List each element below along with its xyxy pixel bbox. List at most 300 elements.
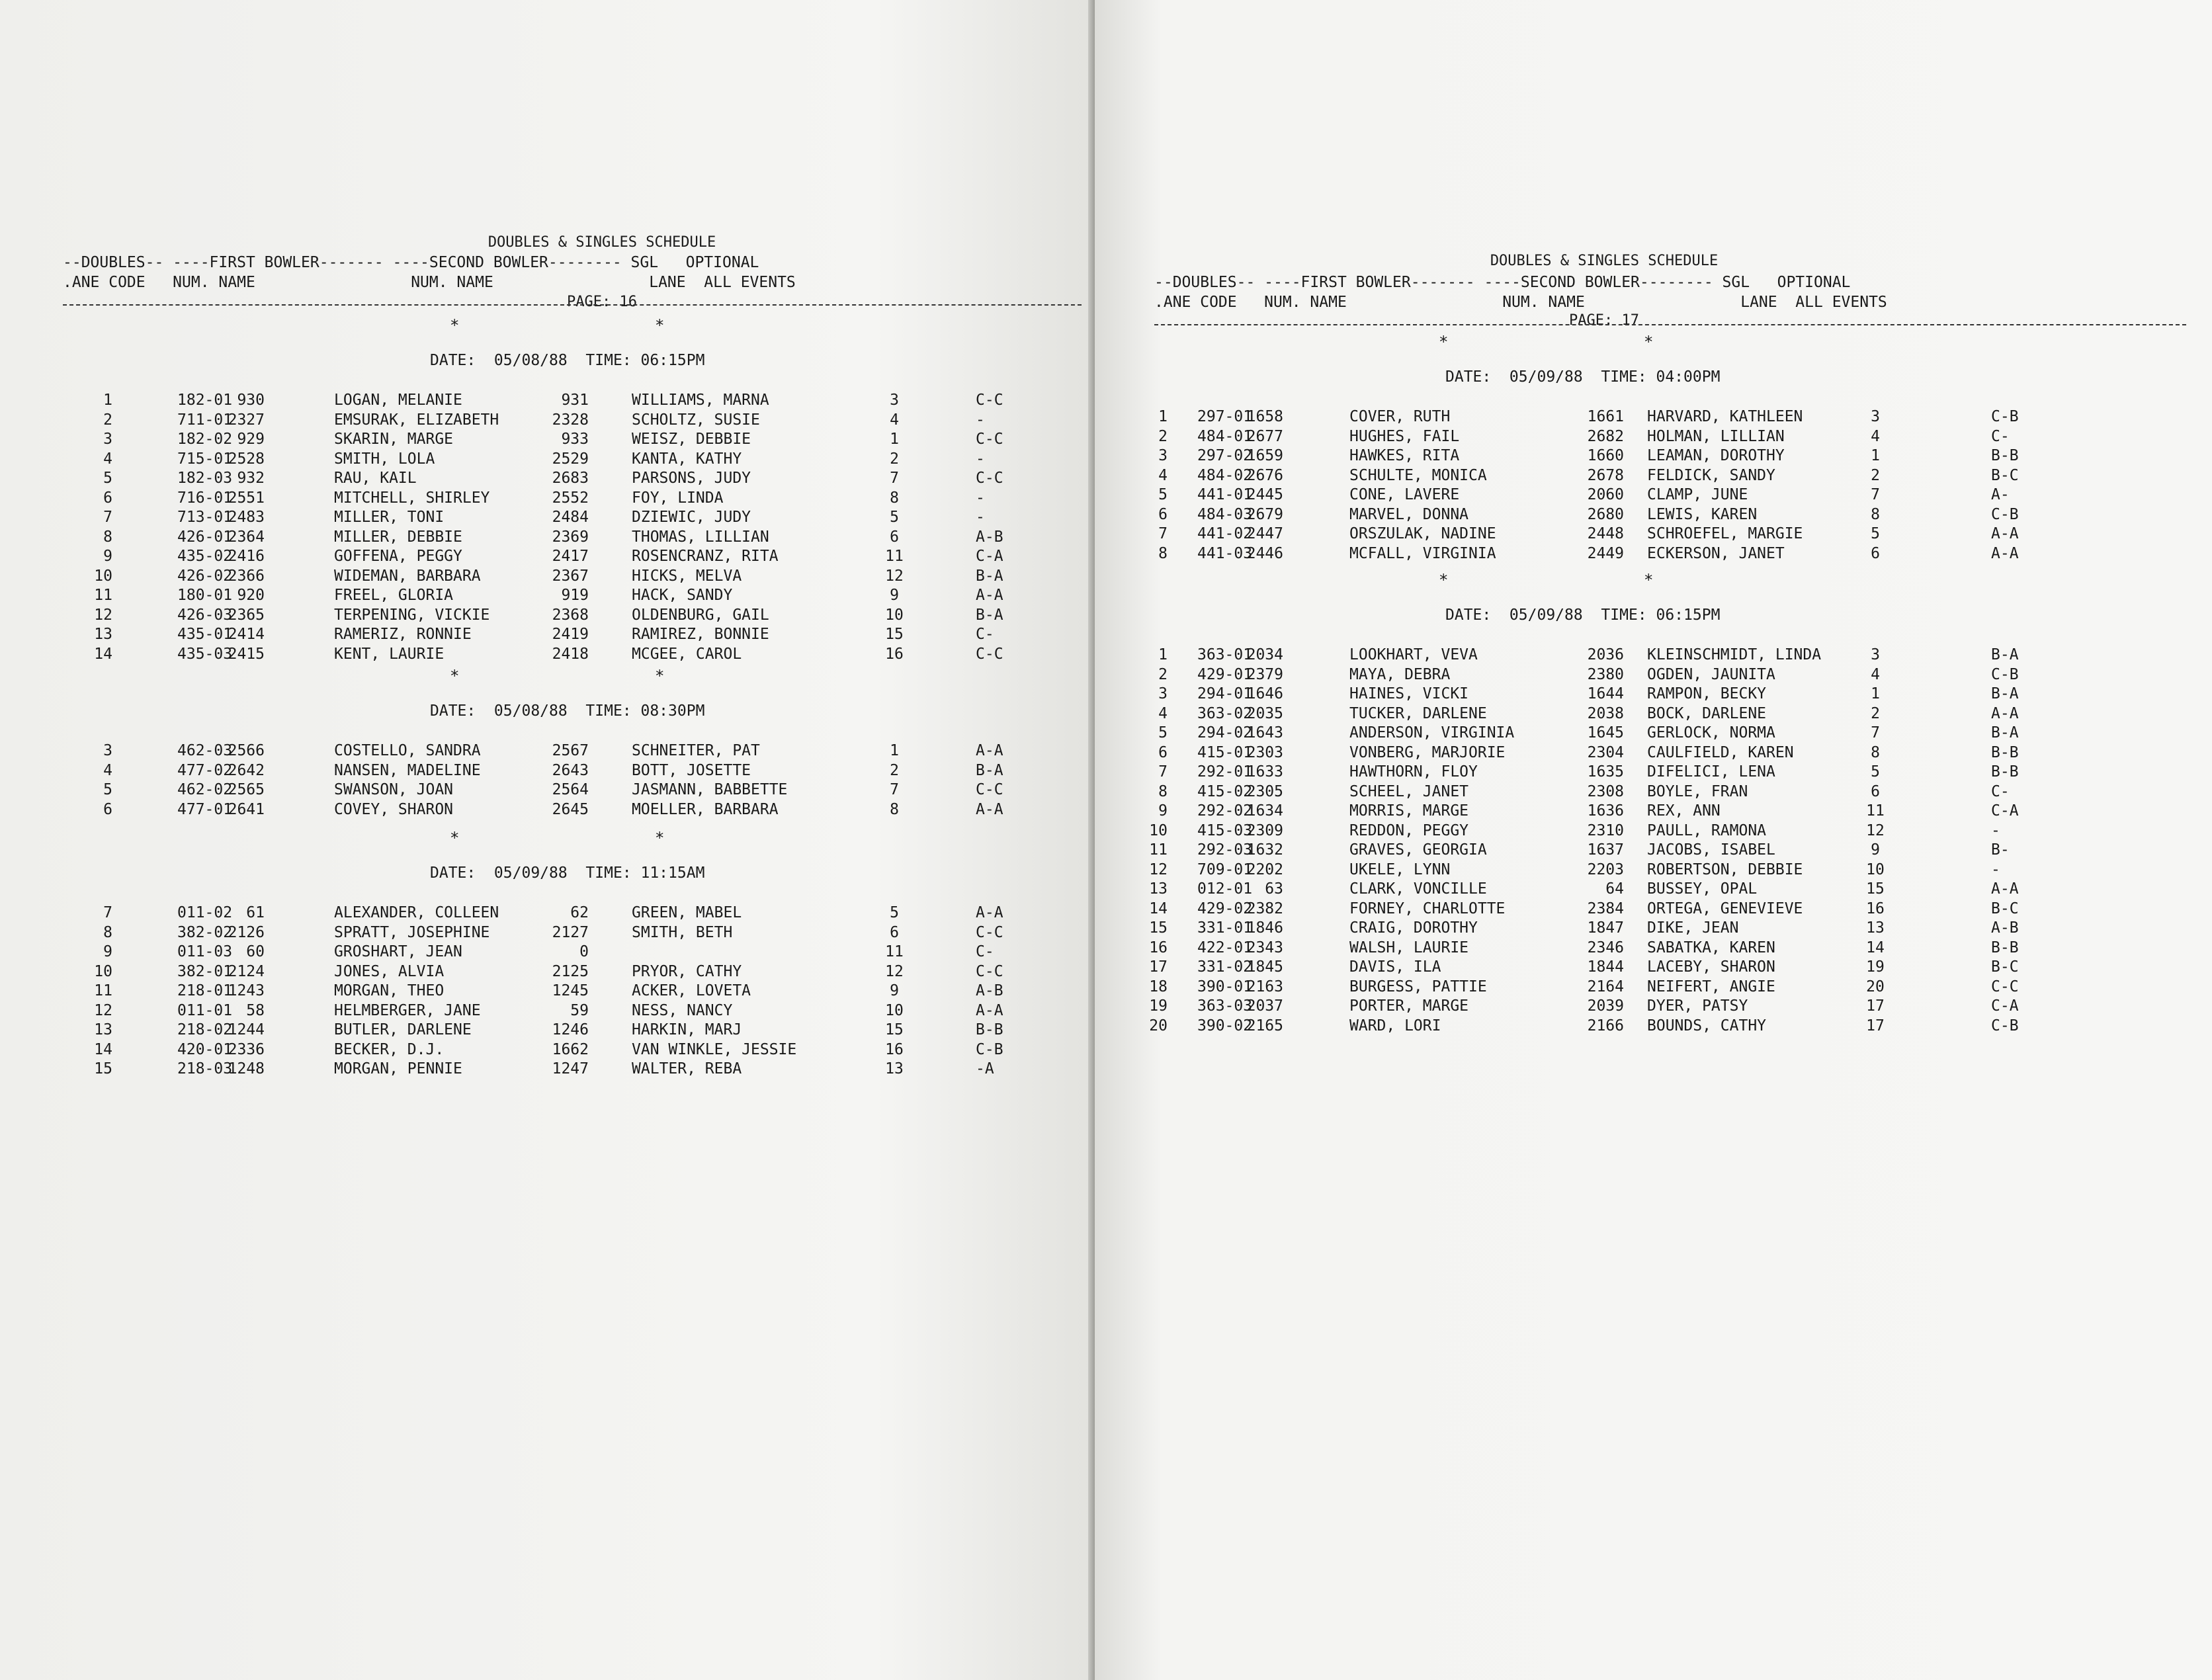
first-name: SPRATT, JOSEPHINE [334, 923, 490, 941]
sgl-lane: 5 [890, 904, 899, 921]
second-name: ROBERTSON, DEBBIE [1647, 861, 1803, 878]
first-name: WARD, LORI [1349, 1017, 1441, 1034]
second-num: 2680 [1587, 505, 1624, 523]
second-num: 2369 [552, 528, 589, 546]
first-name: SKARIN, MARGE [334, 431, 454, 448]
left-page [0, 0, 1095, 1680]
sgl-lane: 12 [1866, 821, 1885, 839]
second-name: GREEN, MABEL [632, 904, 742, 921]
code: 390-02 [1197, 1017, 1253, 1034]
code: 363-03 [1197, 997, 1253, 1015]
schedule-row [0, 605, 1085, 625]
second-num: 2449 [1587, 544, 1624, 562]
lane: 10 [1149, 821, 1168, 839]
section-marker-star: * [1439, 333, 1449, 351]
second-num: 2304 [1587, 743, 1624, 761]
first-num: 2379 [1246, 665, 1283, 683]
first-name: DAVIS, ILA [1349, 958, 1441, 976]
section-marker-star: * [450, 829, 460, 847]
optional-events: -A [976, 1060, 994, 1077]
first-num: 929 [237, 431, 265, 448]
first-name: TERPENING, VICKIE [334, 606, 490, 624]
schedule-row [0, 624, 1085, 644]
schedule-row [0, 468, 1085, 488]
second-num: 2678 [1587, 466, 1624, 484]
optional-events: C-C [976, 962, 1003, 980]
first-num: 2677 [1246, 427, 1283, 445]
schedule-row [0, 644, 1085, 664]
optional-events: - [1991, 821, 2000, 839]
code: 429-01 [1197, 665, 1253, 683]
first-num: 1646 [1246, 685, 1283, 702]
second-num: 1844 [1587, 958, 1624, 976]
second-num: 1661 [1587, 408, 1624, 425]
schedule-row [1095, 879, 2180, 899]
second-name: BOUNDS, CATHY [1647, 1017, 1767, 1034]
sgl-lane: 5 [1871, 763, 1880, 780]
second-num: 1635 [1587, 763, 1624, 780]
first-num: 2528 [228, 450, 265, 468]
section-marker-star: * [450, 667, 460, 685]
first-num: 2365 [228, 606, 265, 624]
lane: 12 [1149, 861, 1168, 878]
second-num: 2564 [552, 781, 589, 798]
first-num: 2126 [228, 923, 265, 941]
first-name: MAYA, DEBRA [1349, 665, 1451, 683]
first-num: 2551 [228, 489, 265, 507]
schedule-row [1095, 918, 2180, 938]
sgl-lane: 11 [885, 548, 904, 565]
second-name: NESS, NANCY [632, 1001, 733, 1019]
first-name: MORGAN, THEO [334, 982, 445, 999]
code: 297-02 [1197, 447, 1253, 464]
second-name: SCHNEITER, PAT [632, 742, 760, 759]
optional-events: A-A [1991, 525, 2019, 542]
sgl-lane: 2 [1871, 466, 1880, 484]
sgl-lane: 10 [885, 606, 904, 624]
code: 218-02 [177, 1021, 233, 1038]
first-name: RAU, KAIL [334, 470, 417, 487]
right-page [1095, 0, 2212, 1680]
first-name: CONE, LAVERE [1349, 486, 1460, 503]
code: 426-01 [177, 528, 233, 546]
code: 415-02 [1197, 782, 1253, 800]
second-name: VAN WINKLE, JESSIE [632, 1040, 797, 1058]
first-name: GROSHART, JEAN [334, 943, 462, 960]
second-name: ORTEGA, GENEVIEVE [1647, 900, 1803, 917]
first-num: 2165 [1246, 1017, 1283, 1034]
section-marker-star: * [655, 667, 665, 685]
second-num: 2419 [552, 626, 589, 643]
code: 711-01 [177, 411, 233, 429]
lane: 8 [1158, 782, 1168, 800]
first-name: HAINES, VICKI [1349, 685, 1469, 702]
first-num: 2446 [1246, 544, 1283, 562]
schedule-row [0, 741, 1085, 761]
second-num: 2484 [552, 509, 589, 526]
sgl-lane: 7 [1871, 486, 1880, 503]
optional-events: C-B [1991, 505, 2019, 523]
lane: 7 [103, 509, 112, 526]
second-name: OGDEN, JAUNITA [1647, 665, 1775, 683]
schedule-row [1095, 996, 2180, 1016]
lane: 9 [103, 548, 112, 565]
first-name: BECKER, D.J. [334, 1040, 445, 1058]
lane: 6 [1158, 743, 1168, 761]
code: 441-01 [1197, 486, 1253, 503]
second-name: OLDENBURG, GAIL [632, 606, 769, 624]
sgl-lane: 1 [890, 431, 899, 448]
first-num: 58 [246, 1001, 265, 1019]
first-name: MORRIS, MARGE [1349, 802, 1469, 819]
lane: 11 [94, 587, 112, 604]
first-num: 1658 [1246, 408, 1283, 425]
schedule-row [1095, 485, 2180, 505]
sgl-lane: 1 [890, 742, 899, 759]
lane: 20 [1149, 1017, 1168, 1034]
code: 415-03 [1197, 821, 1253, 839]
optional-events: C-A [1991, 997, 2019, 1015]
second-num: 2367 [552, 567, 589, 585]
section-marker-star: * [655, 316, 665, 335]
first-name: LOOKHART, VEVA [1349, 646, 1478, 663]
first-num: 1248 [228, 1060, 265, 1077]
sgl-lane: 9 [890, 587, 899, 604]
optional-events: C-B [976, 1040, 1003, 1058]
first-num: 2366 [228, 567, 265, 585]
second-name: REX, ANN [1647, 802, 1721, 819]
schedule-row [0, 903, 1085, 923]
schedule-row [0, 527, 1085, 547]
code: 415-01 [1197, 743, 1253, 761]
sgl-lane: 3 [1871, 646, 1880, 663]
optional-events: C- [976, 943, 994, 960]
second-name: WEISZ, DEBBIE [632, 431, 751, 448]
lane: 8 [103, 923, 112, 941]
sgl-lane: 16 [885, 645, 904, 663]
lane: 1 [103, 392, 112, 409]
first-num: 2679 [1246, 505, 1283, 523]
section-date-time: DATE: 05/09/88 TIME: 06:15PM [1445, 607, 1721, 624]
second-name: SABATKA, KAREN [1647, 939, 1775, 956]
first-num: 2336 [228, 1040, 265, 1058]
second-num: 931 [561, 392, 589, 409]
second-num: 2384 [1587, 900, 1624, 917]
first-name: LOGAN, MELANIE [334, 392, 462, 409]
first-name: ORSZULAK, NADINE [1349, 525, 1496, 542]
page-number: PAGE: 16 [567, 294, 637, 310]
second-num: 933 [561, 431, 589, 448]
code: 420-01 [177, 1040, 233, 1058]
second-num: 2567 [552, 742, 589, 759]
first-num: 60 [246, 943, 265, 960]
optional-events: A-A [976, 800, 1003, 818]
code: 390-01 [1197, 978, 1253, 995]
schedule-row [1095, 645, 2180, 665]
first-name: CRAIG, DOROTHY [1349, 919, 1478, 937]
second-name: PRYOR, CATHY [632, 962, 742, 980]
first-name: REDDON, PEGGY [1349, 821, 1469, 839]
lane: 8 [1158, 544, 1168, 562]
first-num: 2035 [1246, 704, 1283, 722]
optional-events: - [976, 509, 985, 526]
lane: 2 [1158, 427, 1168, 445]
lane: 19 [1149, 997, 1168, 1015]
code: 382-02 [177, 923, 233, 941]
code: 292-01 [1197, 763, 1253, 780]
first-num: 1846 [1246, 919, 1283, 937]
first-name: NANSEN, MADELINE [334, 761, 481, 779]
first-name: MORGAN, PENNIE [334, 1060, 462, 1077]
optional-events: C- [1991, 427, 2010, 445]
second-num: 2448 [1587, 525, 1624, 542]
second-name: KANTA, KATHY [632, 450, 742, 468]
schedule-row [0, 429, 1085, 449]
first-name: SWANSON, JOAN [334, 781, 454, 798]
section-marker-star: * [655, 829, 665, 847]
optional-events: B-C [1991, 466, 2019, 484]
optional-events: C-C [976, 470, 1003, 487]
first-name: MARVEL, DONNA [1349, 505, 1469, 523]
first-name: CLARK, VONCILLE [1349, 880, 1487, 898]
first-num: 2163 [1246, 978, 1283, 995]
first-num: 930 [237, 392, 265, 409]
second-name: KLEINSCHMIDT, LINDA [1647, 646, 1822, 663]
optional-events: - [976, 450, 985, 468]
section-date-time: DATE: 05/09/88 TIME: 11:15AM [430, 864, 705, 882]
optional-events: B-B [976, 1021, 1003, 1038]
second-num: 2380 [1587, 665, 1624, 683]
first-name: VONBERG, MARJORIE [1349, 743, 1506, 761]
first-num: 2202 [1246, 861, 1283, 878]
section-date-time: DATE: 05/08/88 TIME: 08:30PM [430, 702, 705, 720]
sgl-lane: 15 [885, 626, 904, 643]
schedule-row [0, 507, 1085, 527]
second-num: 2310 [1587, 821, 1624, 839]
page-number: PAGE: 17 [1569, 312, 1639, 329]
first-name: GOFFENA, PEGGY [334, 548, 462, 565]
schedule-row [1095, 544, 2180, 564]
first-num: 2445 [1246, 486, 1283, 503]
code: 426-02 [177, 567, 233, 585]
code: 709-01 [1197, 861, 1253, 878]
second-name: THOMAS, LILLIAN [632, 528, 769, 546]
second-name: BOYLE, FRAN [1647, 782, 1748, 800]
lane: 7 [103, 904, 112, 921]
header-rule [1154, 324, 2186, 325]
first-name: WALSH, LAURIE [1349, 939, 1469, 956]
code: 435-02 [177, 548, 233, 565]
optional-events: A-A [976, 742, 1003, 759]
sgl-lane: 6 [1871, 544, 1880, 562]
code: 477-02 [177, 761, 233, 779]
lane: 6 [103, 489, 112, 507]
second-num: 2682 [1587, 427, 1624, 445]
first-name: MITCHELL, SHIRLEY [334, 489, 490, 507]
second-name: SCHOLTZ, SUSIE [632, 411, 760, 429]
schedule-row [0, 410, 1085, 430]
second-num: 1662 [552, 1040, 589, 1058]
sgl-lane: 8 [1871, 505, 1880, 523]
first-name: GRAVES, GEORGIA [1349, 841, 1487, 859]
first-num: 920 [237, 587, 265, 604]
second-num: 59 [570, 1001, 589, 1019]
code: 012-01 [1197, 880, 1253, 898]
second-name: FOY, LINDA [632, 489, 724, 507]
schedule-row [1095, 860, 2180, 880]
second-num: 2203 [1587, 861, 1624, 878]
optional-events: B-A [1991, 646, 2019, 663]
second-num: 1645 [1587, 724, 1624, 741]
lane: 1 [1158, 646, 1168, 663]
second-name: PARSONS, JUDY [632, 470, 751, 487]
optional-events: B-B [1991, 763, 2019, 780]
schedule-row [1095, 899, 2180, 919]
sgl-lane: 1 [1871, 685, 1880, 702]
second-num: 2127 [552, 923, 589, 941]
code: 435-01 [177, 626, 233, 643]
code: 182-01 [177, 392, 233, 409]
code: 462-02 [177, 781, 233, 798]
first-num: 2124 [228, 962, 265, 980]
schedule-row [0, 566, 1085, 586]
first-name: HAWTHORN, FLOY [1349, 763, 1478, 780]
lane: 2 [1158, 665, 1168, 683]
page-title: DOUBLES & SINGLES SCHEDULE PAGE: 16 [370, 193, 833, 352]
second-name: PAULL, RAMONA [1647, 821, 1767, 839]
sgl-lane: 4 [890, 411, 899, 429]
second-num: 62 [570, 904, 589, 921]
first-name: SMITH, LOLA [334, 450, 435, 468]
first-num: 1659 [1246, 447, 1283, 464]
schedule-row [1095, 407, 2180, 427]
lane: 16 [1149, 939, 1168, 956]
optional-events: C-C [976, 923, 1003, 941]
first-num: 2364 [228, 528, 265, 546]
code: 011-03 [177, 943, 233, 960]
first-num: 2034 [1246, 646, 1283, 663]
sgl-lane: 19 [1866, 958, 1885, 976]
lane: 13 [94, 1021, 112, 1038]
second-num: 2036 [1587, 646, 1624, 663]
optional-events: B-A [976, 761, 1003, 779]
first-name: BURGESS, PATTIE [1349, 978, 1487, 995]
schedule-row [1095, 840, 2180, 860]
lane: 13 [1149, 880, 1168, 898]
code: 218-01 [177, 982, 233, 999]
schedule-row [0, 1040, 1085, 1060]
optional-events: A-B [1991, 919, 2019, 937]
first-num: 1634 [1246, 802, 1283, 819]
code: 363-01 [1197, 646, 1253, 663]
first-num: 2641 [228, 800, 265, 818]
code: 441-03 [1197, 544, 1253, 562]
sgl-lane: 11 [1866, 802, 1885, 819]
second-name: LACEBY, SHARON [1647, 958, 1775, 976]
section-date-time: DATE: 05/08/88 TIME: 06:15PM [430, 352, 705, 369]
first-name: COVER, RUTH [1349, 408, 1451, 425]
sgl-lane: 7 [1871, 724, 1880, 741]
second-num: 2529 [552, 450, 589, 468]
first-num: 2303 [1246, 743, 1283, 761]
first-name: HELMBERGER, JANE [334, 1001, 481, 1019]
lane: 15 [94, 1060, 112, 1077]
sgl-lane: 15 [885, 1021, 904, 1038]
first-name: ALEXANDER, COLLEEN [334, 904, 499, 921]
first-name: BUTLER, DARLENE [334, 1021, 472, 1038]
second-num: 2643 [552, 761, 589, 779]
lane: 3 [1158, 685, 1168, 702]
code: 292-03 [1197, 841, 1253, 859]
second-num: 1637 [1587, 841, 1624, 859]
schedule-row [1095, 782, 2180, 802]
schedule-row [0, 780, 1085, 800]
code: 292-02 [1197, 802, 1253, 819]
schedule-row [1095, 821, 2180, 841]
second-num: 2417 [552, 548, 589, 565]
lane: 11 [94, 982, 112, 999]
second-name: ROSENCRANZ, RITA [632, 548, 779, 565]
lane: 8 [103, 528, 112, 546]
sgl-lane: 3 [1871, 408, 1880, 425]
lane: 6 [103, 800, 112, 818]
schedule-row [0, 1020, 1085, 1040]
code: 011-01 [177, 1001, 233, 1019]
sgl-lane: 17 [1866, 1017, 1885, 1034]
lane: 10 [94, 567, 112, 585]
second-name: BOTT, JOSETTE [632, 761, 751, 779]
sgl-lane: 11 [885, 943, 904, 960]
lane: 11 [1149, 841, 1168, 859]
lane: 14 [94, 645, 112, 663]
schedule-row [1095, 723, 2180, 743]
first-name: SCHULTE, MONICA [1349, 466, 1487, 484]
first-num: 2382 [1246, 900, 1283, 917]
first-name: COVEY, SHARON [334, 800, 454, 818]
second-num: 2039 [1587, 997, 1624, 1015]
lane: 2 [103, 411, 112, 429]
sgl-lane: 8 [890, 800, 899, 818]
first-num: 1643 [1246, 724, 1283, 741]
schedule-row [1095, 466, 2180, 485]
code: 422-01 [1197, 939, 1253, 956]
code: 363-02 [1197, 704, 1253, 722]
optional-events: A-A [976, 587, 1003, 604]
first-name: JONES, ALVIA [334, 962, 445, 980]
optional-events: B-B [1991, 447, 2019, 464]
second-name: JACOBS, ISABEL [1647, 841, 1775, 859]
lane: 4 [103, 761, 112, 779]
second-name: HOLMAN, LILLIAN [1647, 427, 1785, 445]
optional-events: B-C [1991, 900, 2019, 917]
optional-events: B-B [1991, 939, 2019, 956]
column-header-line-2: .ANE CODE NUM. NAME NUM. NAME LANE ALL EVENTS [1154, 294, 1887, 311]
code: 426-03 [177, 606, 233, 624]
second-name: RAMIREZ, BONNIE [632, 626, 769, 643]
first-num: 2327 [228, 411, 265, 429]
lane: 1 [1158, 408, 1168, 425]
second-name: DIKE, JEAN [1647, 919, 1739, 937]
code: 484-03 [1197, 505, 1253, 523]
second-num: 2552 [552, 489, 589, 507]
optional-events: - [976, 489, 985, 507]
schedule-row [0, 488, 1085, 508]
optional-events: A-B [976, 982, 1003, 999]
sgl-lane: 17 [1866, 997, 1885, 1015]
second-num: 1245 [552, 982, 589, 999]
page-title: DOUBLES & SINGLES SCHEDULE PAGE: 17 [1373, 212, 1836, 370]
first-num: 2447 [1246, 525, 1283, 542]
